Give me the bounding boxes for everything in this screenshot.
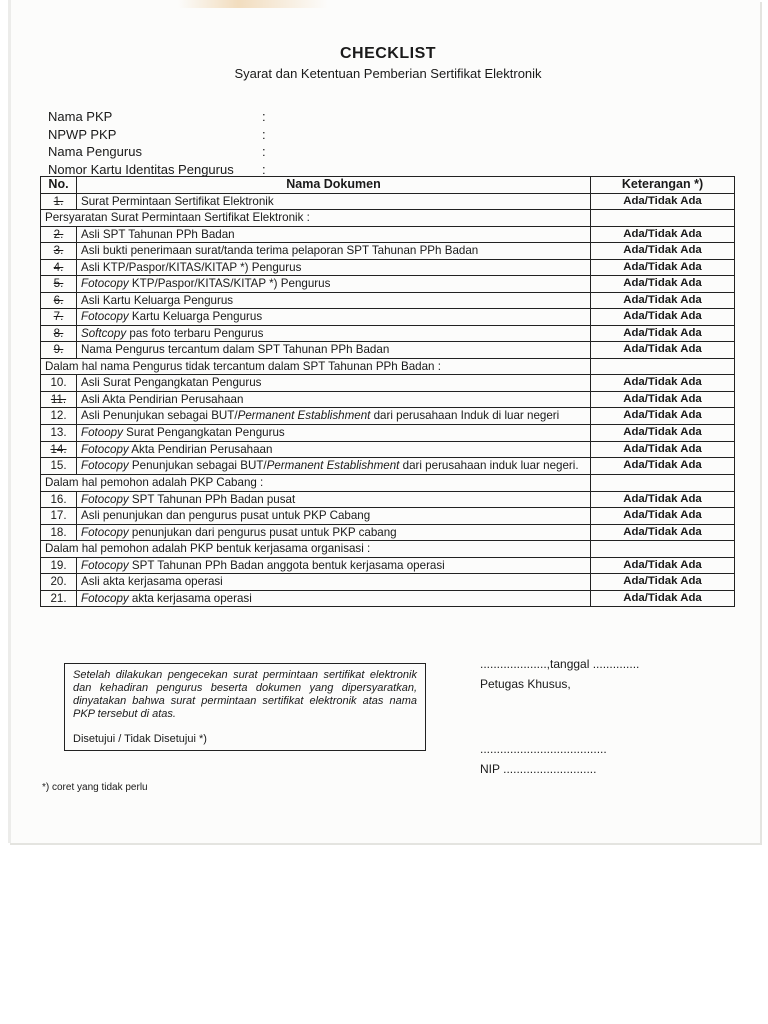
document-name: Surat Pengangkatan Pengurus [122, 426, 285, 439]
table-row [41, 342, 735, 359]
signature-name-line: ...................................... [480, 742, 607, 756]
document-name: SPT Tahunan PPh Badan pusat [128, 492, 296, 506]
document-name-italic: Fotocopy [81, 558, 129, 572]
document-name-italic: Fotocopy [81, 277, 129, 290]
keterangan-status: Ada/Tidak Ada [591, 441, 735, 458]
column-header-no: No. [41, 177, 77, 194]
table-row [41, 226, 735, 243]
table-row [41, 491, 735, 508]
document-name-cell [77, 524, 591, 541]
date-line: ....................,tanggal .............. [480, 657, 640, 671]
row-number: 19. [41, 557, 77, 574]
row-number: 21. [41, 590, 77, 607]
field-colon: : [262, 126, 266, 142]
document-name: akta kerjasama operasi [128, 591, 252, 605]
document-name-cell [77, 342, 591, 359]
section-heading: Persyaratan Surat Permintaan Sertifikat Elektronik : [41, 210, 591, 227]
row-number: 5. [41, 276, 77, 293]
document-name: Asli akta kerjasama operasi [81, 575, 223, 588]
keterangan-status: Ada/Tidak Ada [591, 408, 735, 425]
document-name-cell [77, 276, 591, 293]
field-npwp-pkp [48, 126, 288, 144]
document-name-italic: Fotocopy [81, 442, 129, 456]
checklist-table [40, 176, 735, 607]
section-row [41, 358, 735, 375]
section-heading: Dalam hal pemohon adalah PKP Cabang : [41, 475, 591, 492]
document-name-italic: Fotocopy [81, 492, 129, 506]
document-name: Surat Permintaan Sertifikat Elektronik [81, 194, 274, 208]
table-row [41, 276, 735, 293]
document-name: Asli Surat Pengangkatan Pengurus [81, 376, 262, 389]
document-name-cell [77, 292, 591, 309]
keterangan-status: Ada/Tidak Ada [591, 309, 735, 326]
document-name: Nama Pengurus tercantum dalam SPT Tahunan PPh Badan [81, 343, 390, 356]
row-number: 1. [41, 193, 77, 210]
table-row [41, 574, 735, 591]
row-number: 8. [41, 325, 77, 342]
section-empty-cell [591, 358, 735, 375]
keterangan-status: Ada/Tidak Ada [591, 508, 735, 525]
keterangan-status: Ada/Tidak Ada [591, 491, 735, 508]
row-number: 4. [41, 259, 77, 276]
table-row [41, 590, 735, 607]
table-row [41, 309, 735, 326]
paper-stain [178, 0, 328, 8]
document-name-cell [77, 243, 591, 260]
document-name-cell [77, 557, 591, 574]
keterangan-status: Ada/Tidak Ada [591, 524, 735, 541]
row-number: 9. [41, 342, 77, 359]
document-name-cell [77, 391, 591, 408]
officer-title: Petugas Khusus, [480, 677, 571, 691]
document-name-cont: dari perusahaan Induk di luar negeri [370, 409, 560, 422]
table-row [41, 508, 735, 525]
document-name: Asli SPT Tahunan PPh Badan [81, 227, 235, 241]
keterangan-status: Ada/Tidak Ada [591, 243, 735, 260]
keterangan-status: Ada/Tidak Ada [591, 375, 735, 392]
row-number: 12. [41, 408, 77, 425]
keterangan-status: Ada/Tidak Ada [591, 425, 735, 442]
document-name: SPT Tahunan PPh Badan anggota bentuk kerjasama operasi [128, 558, 445, 572]
table-row [41, 259, 735, 276]
field-label: NPWP PKP [48, 126, 117, 142]
keterangan-status: Ada/Tidak Ada [591, 391, 735, 408]
document-name: Asli KTP/Paspor/KITAS/KITAP *) Pengurus [81, 260, 302, 274]
row-number: 17. [41, 508, 77, 525]
table-row [41, 441, 735, 458]
document-name-cell [77, 226, 591, 243]
section-row [41, 541, 735, 558]
document-name: KTP/Paspor/KITAS/KITAP *) Pengurus [128, 277, 331, 290]
identity-fields [48, 108, 288, 178]
keterangan-status: Ada/Tidak Ada [591, 574, 735, 591]
document-name: Asli penunjukan dan pengurus pusat untuk PKP Cabang [81, 509, 371, 522]
document-name-cell [77, 375, 591, 392]
table-row [41, 458, 735, 475]
field-nama-pkp [48, 108, 288, 126]
keterangan-status: Ada/Tidak Ada [591, 590, 735, 607]
approval-statement: Setelah dilakukan pengecekan surat permintaan sertifikat elektronik dan kehadiran pengurus beserta dokumen yang dipersyaratkan, dinyatakan bahwa surat permintaan sertifikat elektronik atas nama PKP tersebut di atas. [73, 669, 417, 720]
keterangan-status: Ada/Tidak Ada [591, 557, 735, 574]
field-label: Nama PKP [48, 109, 113, 124]
table-row [41, 408, 735, 425]
document-name-italic: Fotocopy [81, 310, 129, 323]
document-name-cell [77, 441, 591, 458]
table-row [41, 425, 735, 442]
document-name-italic: Permanent Establishment [237, 409, 371, 422]
section-empty-cell [591, 475, 735, 492]
field-colon: : [262, 109, 266, 124]
column-header-nama-dokumen: Nama Dokumen [77, 177, 591, 194]
table-row [41, 375, 735, 392]
field-label: Nomor Kartu Identitas Pengurus [48, 161, 234, 177]
document-name-cell [77, 193, 591, 210]
document-name-italic: Fotocopy [81, 525, 129, 539]
document-name-cell [77, 574, 591, 591]
row-number: 16. [41, 491, 77, 508]
table-row [41, 391, 735, 408]
row-number: 3. [41, 243, 77, 260]
table-row [41, 292, 735, 309]
approval-box [64, 663, 426, 751]
document-name-cell [77, 309, 591, 326]
document-name-cell [77, 508, 591, 525]
document-name: Akta Pendirian Perusahaan [128, 442, 273, 456]
document-name: Asli Penunjukan sebagai BUT/ [81, 409, 238, 422]
field-label: Nama Pengurus [48, 144, 142, 159]
row-number: 18. [41, 524, 77, 541]
keterangan-status: Ada/Tidak Ada [591, 342, 735, 359]
document-name-cell [77, 325, 591, 342]
field-nama-pengurus [48, 143, 288, 161]
table-row [41, 557, 735, 574]
table-row [41, 243, 735, 260]
field-colon: : [262, 161, 266, 177]
column-header-keterangan: Keterangan *) [591, 177, 735, 194]
section-empty-cell [591, 210, 735, 227]
keterangan-status: Ada/Tidak Ada [591, 259, 735, 276]
keterangan-status: Ada/Tidak Ada [591, 193, 735, 210]
row-number: 11. [41, 391, 77, 408]
row-number: 14. [41, 441, 77, 458]
checklist-body [41, 193, 735, 607]
section-row [41, 210, 735, 227]
document-name-italic: Fotocopy [81, 591, 129, 605]
document-name-italic: Permanent Establishment [266, 459, 400, 472]
document-name: Kartu Keluarga Pengurus [128, 310, 263, 323]
document-name: Asli Kartu Keluarga Pengurus [81, 293, 234, 307]
row-number: 15. [41, 458, 77, 475]
section-empty-cell [591, 541, 735, 558]
document-name-cell [77, 491, 591, 508]
keterangan-status: Ada/Tidak Ada [591, 292, 735, 309]
document-name-cell [77, 458, 591, 475]
footnote: *) coret yang tidak perlu [42, 782, 148, 793]
section-heading: Dalam hal nama Pengurus tidak tercantum dalam SPT Tahunan PPh Badan : [41, 358, 591, 375]
row-number: 7. [41, 309, 77, 326]
field-colon: : [262, 144, 266, 159]
section-row [41, 475, 735, 492]
document-name: Asli Akta Pendirian Perusahaan [81, 392, 244, 406]
document-name-cell [77, 408, 591, 425]
document-name-italic: Fotocopy [81, 459, 129, 472]
row-number: 2. [41, 226, 77, 243]
document-name-cell [77, 425, 591, 442]
document-subtitle: Syarat dan Ketentuan Pemberian Sertifikat Elektronik [234, 66, 542, 81]
section-heading: Dalam hal pemohon adalah PKP bentuk kerjasama organisasi : [41, 541, 591, 558]
table-row [41, 524, 735, 541]
document-name: penunjukan dari pengurus pusat untuk PKP cabang [128, 525, 397, 539]
table-row [41, 325, 735, 342]
row-number: 6. [41, 292, 77, 309]
table-row [41, 193, 735, 210]
row-number: 10. [41, 375, 77, 392]
document-name-italic: Fotoopy [81, 426, 123, 439]
keterangan-status: Ada/Tidak Ada [591, 458, 735, 475]
keterangan-status: Ada/Tidak Ada [591, 226, 735, 243]
document-name: pas foto terbaru Pengurus [126, 326, 264, 340]
document-name-italic: Softcopy [81, 326, 127, 340]
row-number: 20. [41, 574, 77, 591]
document-name-cont: dari perusahaan induk luar negeri. [399, 459, 579, 472]
document-name: Penunjukan sebagai BUT/ [128, 459, 267, 472]
table-header-row [41, 177, 735, 194]
document-name-cell [77, 590, 591, 607]
approval-verdict: Disetujui / Tidak Disetujui *) [73, 733, 207, 745]
keterangan-status: Ada/Tidak Ada [591, 325, 735, 342]
keterangan-status: Ada/Tidak Ada [591, 276, 735, 293]
nip-line: NIP ............................ [480, 762, 597, 776]
document-title: CHECKLIST [339, 45, 437, 62]
document-name: Asli bukti penerimaan surat/tanda terima pelaporan SPT Tahunan PPh Badan [81, 244, 479, 257]
document-name-cell [77, 259, 591, 276]
row-number: 13. [41, 425, 77, 442]
